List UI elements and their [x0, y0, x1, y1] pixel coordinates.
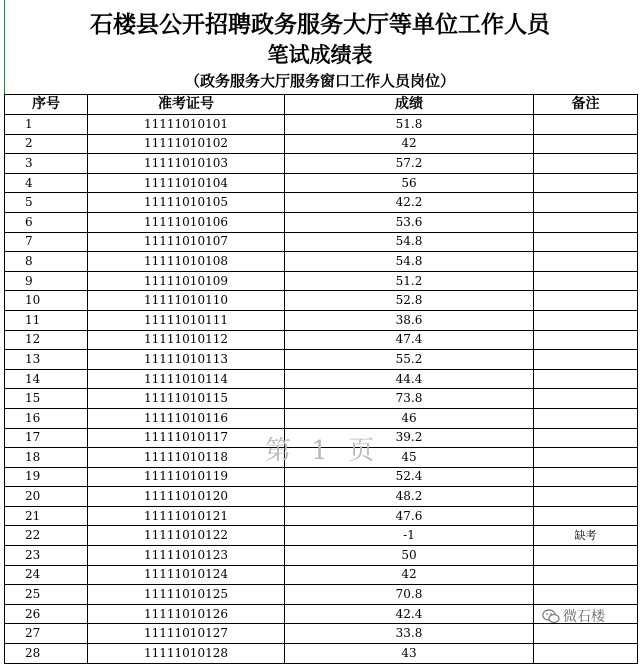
- cell-seq: 18: [5, 448, 88, 468]
- cell-exam-id: 11111010124: [88, 565, 285, 585]
- cell-exam-id: 11111010112: [88, 330, 285, 350]
- table-row: [5, 585, 638, 605]
- table-row: [5, 212, 638, 232]
- cell-score: 48.2: [285, 487, 534, 507]
- cell-exam-id: 11111010119: [88, 467, 285, 487]
- cell-seq: 1: [5, 115, 88, 135]
- cell-score: 73.8: [285, 389, 534, 409]
- cell-note: [534, 624, 638, 644]
- document-subtitle: 笔试成绩表: [267, 42, 373, 67]
- cell-exam-id: 11111010105: [88, 193, 285, 213]
- table-row: [5, 526, 638, 546]
- cell-seq: 11: [5, 310, 88, 330]
- table-row: [5, 369, 638, 389]
- cell-exam-id: 11111010111: [88, 310, 285, 330]
- table-row: [5, 644, 638, 664]
- cell-score: 38.6: [285, 310, 534, 330]
- cell-exam-id: 11111010122: [88, 526, 285, 546]
- table-row: [5, 154, 638, 174]
- cell-exam-id: 11111010125: [88, 585, 285, 605]
- cell-exam-id: 11111010117: [88, 428, 285, 448]
- cell-score: 43: [285, 644, 534, 664]
- cell-exam-id: 11111010121: [88, 506, 285, 526]
- header-exam-id: 准考证号: [88, 95, 285, 115]
- cell-seq: 9: [5, 271, 88, 291]
- table-row: [5, 389, 638, 409]
- cell-note: [534, 428, 638, 448]
- table-row: [5, 330, 638, 350]
- cell-seq: 3: [5, 154, 88, 174]
- cell-score: -1: [285, 526, 534, 546]
- cell-score: 54.8: [285, 252, 534, 272]
- table-row: [5, 232, 638, 252]
- cell-note: [534, 154, 638, 174]
- cell-note: [534, 212, 638, 232]
- table-row: [5, 193, 638, 213]
- cell-exam-id: 11111010127: [88, 624, 285, 644]
- cell-score: 44.4: [285, 369, 534, 389]
- cell-score: 70.8: [285, 585, 534, 605]
- table-row: [5, 506, 638, 526]
- cell-seq: 26: [5, 604, 88, 624]
- cell-note: [534, 232, 638, 252]
- cell-exam-id: 11111010109: [88, 271, 285, 291]
- cell-note: [534, 193, 638, 213]
- cell-score: 54.8: [285, 232, 534, 252]
- cell-seq: 13: [5, 350, 88, 370]
- cell-note: [534, 565, 638, 585]
- cell-exam-id: 11111010123: [88, 546, 285, 566]
- cell-seq: 23: [5, 546, 88, 566]
- cell-seq: 24: [5, 565, 88, 585]
- cell-seq: 19: [5, 467, 88, 487]
- cell-seq: 25: [5, 585, 88, 605]
- cell-score: 56: [285, 173, 534, 193]
- table-row: [5, 565, 638, 585]
- cell-score: 55.2: [285, 350, 534, 370]
- cell-note: [534, 408, 638, 428]
- table-row: [5, 350, 638, 370]
- brand-label: 微石楼: [563, 609, 605, 625]
- header-seq: 序号: [5, 95, 88, 115]
- cell-exam-id: 11111010115: [88, 389, 285, 409]
- cell-score: 50: [285, 546, 534, 566]
- cell-exam-id: 11111010102: [88, 134, 285, 154]
- cell-note: [534, 330, 638, 350]
- cell-note: [534, 369, 638, 389]
- cell-note: [534, 644, 638, 664]
- table-header-row: [5, 95, 638, 115]
- cell-seq: 4: [5, 173, 88, 193]
- cell-note: [534, 389, 638, 409]
- cell-seq: 20: [5, 487, 88, 507]
- cell-exam-id: 11111010113: [88, 350, 285, 370]
- cell-exam-id: 11111010104: [88, 173, 285, 193]
- cell-exam-id: 11111010120: [88, 487, 285, 507]
- cell-exam-id: 11111010114: [88, 369, 285, 389]
- cell-exam-id: 11111010101: [88, 115, 285, 135]
- cell-seq: 22: [5, 526, 88, 546]
- cell-exam-id: 11111010118: [88, 448, 285, 468]
- cell-seq: 14: [5, 369, 88, 389]
- table-row: [5, 408, 638, 428]
- document-title: 石楼县公开招聘政务服务大厅等单位工作人员: [90, 11, 550, 38]
- table-body: [5, 115, 638, 664]
- cell-note: [534, 350, 638, 370]
- cell-seq: 2: [5, 134, 88, 154]
- cell-exam-id: 11111010106: [88, 212, 285, 232]
- cell-note: [534, 546, 638, 566]
- cell-score: 47.4: [285, 330, 534, 350]
- cell-seq: 28: [5, 644, 88, 664]
- cell-seq: 6: [5, 212, 88, 232]
- cell-note: [534, 310, 638, 330]
- table-row: [5, 487, 638, 507]
- cell-score: 51.8: [285, 115, 534, 135]
- cell-score: 33.8: [285, 624, 534, 644]
- header-score: 成绩: [285, 95, 534, 115]
- table-row: [5, 546, 638, 566]
- table-row: [5, 173, 638, 193]
- cell-score: 42.2: [285, 193, 534, 213]
- cell-note: [534, 448, 638, 468]
- cell-exam-id: 11111010108: [88, 252, 285, 272]
- cell-score: 45: [285, 448, 534, 468]
- cell-seq: 7: [5, 232, 88, 252]
- cell-note: [534, 467, 638, 487]
- cell-note: [534, 115, 638, 135]
- table-row: [5, 624, 638, 644]
- cell-seq: 21: [5, 506, 88, 526]
- cell-score: 39.2: [285, 428, 534, 448]
- cell-score: 57.2: [285, 154, 534, 174]
- cell-exam-id: 11111010116: [88, 408, 285, 428]
- table-row: [5, 271, 638, 291]
- cell-seq: 5: [5, 193, 88, 213]
- cell-seq: 12: [5, 330, 88, 350]
- cell-seq: 15: [5, 389, 88, 409]
- cell-exam-id: 11111010107: [88, 232, 285, 252]
- cell-note: 缺考: [534, 526, 638, 546]
- cell-note: [534, 271, 638, 291]
- table-row: [5, 115, 638, 135]
- cell-score: 47.6: [285, 506, 534, 526]
- cell-score: 53.6: [285, 212, 534, 232]
- table-row: [5, 310, 638, 330]
- cell-note: [534, 173, 638, 193]
- cell-exam-id: 11111010110: [88, 291, 285, 311]
- table-row: [5, 467, 638, 487]
- table-row: [5, 134, 638, 154]
- cell-score: 51.2: [285, 271, 534, 291]
- cell-exam-id: 11111010103: [88, 154, 285, 174]
- cell-score: 42.4: [285, 604, 534, 624]
- brand-badge: [542, 606, 605, 626]
- cell-seq: 16: [5, 408, 88, 428]
- cell-note: [534, 506, 638, 526]
- cell-note: [534, 585, 638, 605]
- score-table: [4, 94, 638, 664]
- cell-score: 46: [285, 408, 534, 428]
- cell-seq: 27: [5, 624, 88, 644]
- cell-seq: 8: [5, 252, 88, 272]
- header-note: 备注: [534, 95, 638, 115]
- cell-seq: 17: [5, 428, 88, 448]
- cell-score: 42: [285, 565, 534, 585]
- cell-exam-id: 11111010126: [88, 604, 285, 624]
- cell-score: 52.4: [285, 467, 534, 487]
- table-row: [5, 291, 638, 311]
- cell-note: [534, 134, 638, 154]
- page-watermark: 第 1 页: [265, 436, 381, 466]
- position-caption: （政务服务大厅服务窗口工作人员岗位）: [184, 72, 455, 90]
- cell-score: 42: [285, 134, 534, 154]
- table-row: [5, 252, 638, 272]
- cell-note: [534, 487, 638, 507]
- cell-note: [534, 252, 638, 272]
- cell-seq: 10: [5, 291, 88, 311]
- cell-score: 52.8: [285, 291, 534, 311]
- wechat-logo-icon: [542, 609, 560, 624]
- cell-note: [534, 291, 638, 311]
- cell-exam-id: 11111010128: [88, 644, 285, 664]
